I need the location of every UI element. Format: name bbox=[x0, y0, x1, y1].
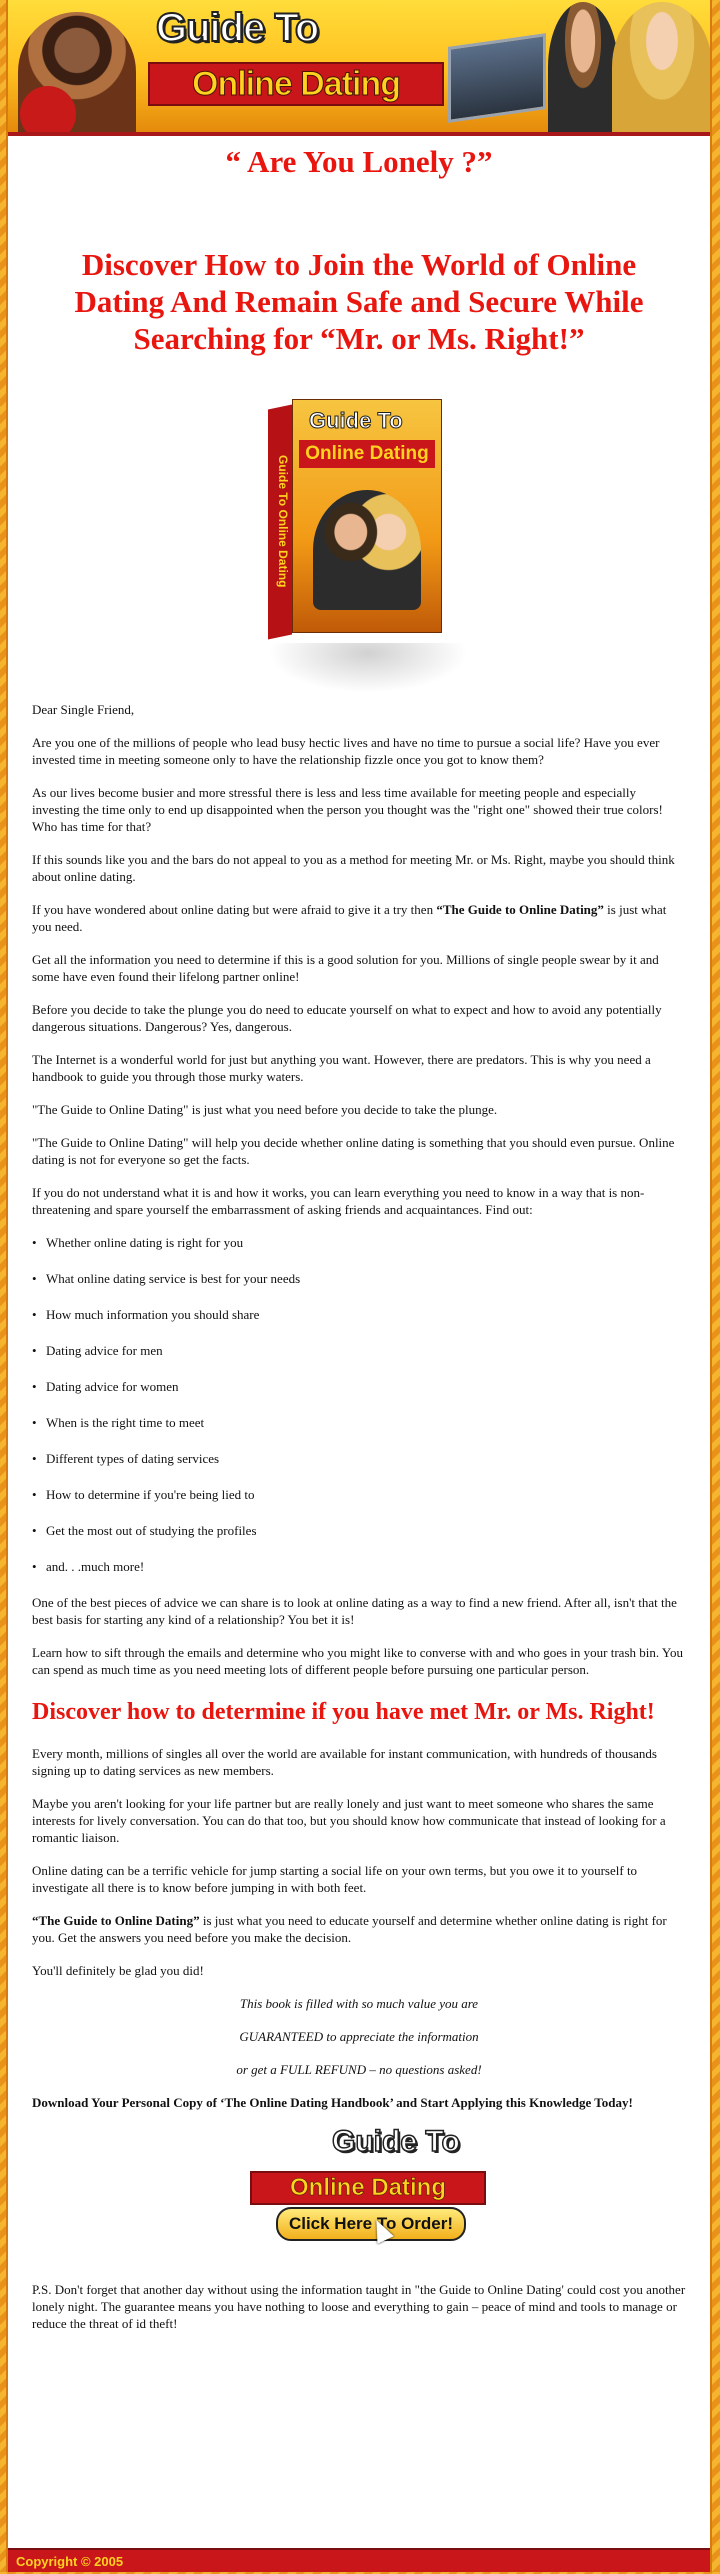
list-item: • How much information you should share bbox=[32, 1306, 686, 1323]
ebook-shadow bbox=[268, 643, 468, 693]
paragraph: Every month, millions of singles all over the world are available for instant communication, with hundreds of thousands signing up to dating services as new members. bbox=[32, 1746, 657, 1778]
guarantee-line: This book is filled with so much value you are bbox=[239, 1996, 479, 2011]
ebook-title-line2: Online Dating bbox=[299, 440, 435, 468]
subheading: Discover how to determine if you have met Mr. or Ms. Right! bbox=[32, 1699, 655, 1725]
paragraph: Maybe you aren't looking for your life partner but are really lonely and just want to meet someone who shares the same interests for lively conversation. You can do that too, but you should know how communicate that instead of looking for a romantic liaison. bbox=[32, 1796, 666, 1845]
list-item: • Dating advice for men bbox=[32, 1342, 686, 1359]
product-name: “The Guide to Online Dating” bbox=[436, 902, 604, 917]
laptop-icon bbox=[448, 33, 546, 123]
paragraph: The Internet is a wonderful world for just but anything you want. However, there are predators. This is why you need a handbook to guide you through those murky waters. bbox=[32, 1052, 651, 1084]
paragraph: If this sounds like you and the bars do not appeal to you as a method for meeting Mr. or Ms. Right, maybe you should think about online dating. bbox=[32, 852, 675, 884]
list-item: • Get the most out of studying the profiles bbox=[32, 1522, 686, 1539]
product-name: “The Guide to Online Dating” bbox=[32, 1913, 200, 1928]
list-item: • How to determine if you're being lied to bbox=[32, 1486, 686, 1503]
feature-list bbox=[32, 1234, 686, 1575]
headline-question: “ Are You Lonely ?” bbox=[225, 144, 493, 179]
paragraph: Online dating can be a terrific vehicle for jump starting a social life on your own terms, but you owe it to yourself to investigate all there is to know before jumping in with both feet. bbox=[32, 1863, 638, 1895]
list-item: • Different types of dating services bbox=[32, 1450, 686, 1467]
paragraph: Get all the information you need to determine if this is a good solution for you. Millions of single people swear by it and some have even found their lifelong partner online! bbox=[32, 952, 659, 984]
logo-title-line1: Guide To bbox=[156, 6, 319, 50]
list-item: • What online dating service is best for your needs bbox=[32, 1270, 686, 1287]
paragraph: If you do not understand what it is and how it works, you can learn everything you need to know in a way that is non-threatening and spare yourself the embarrassment of asking friends and acquaintances. Find out: bbox=[32, 1185, 645, 1217]
order-banner bbox=[32, 2127, 686, 2247]
list-item: • When is the right time to meet bbox=[32, 1414, 686, 1431]
paragraph: "The Guide to Online Dating" will help you decide whether online dating is something that you should even pursue. Online dating is not for everyone so get the facts. bbox=[32, 1135, 675, 1167]
paragraph: Learn how to sift through the emails and determine who you might like to converse with and who goes in your trash bin. You can spend as much time as you need meeting lots of different people before pursuing one particular person. bbox=[32, 1645, 683, 1677]
text: If you have wondered about online dating but were afraid to give it a try then bbox=[32, 902, 437, 917]
man-photo bbox=[548, 2, 618, 132]
blonde-woman-photo bbox=[612, 2, 710, 132]
order-button[interactable]: Click Here To Order! bbox=[276, 2207, 466, 2241]
ebook-title-line1: Guide To bbox=[309, 408, 403, 433]
paragraph: One of the best pieces of advice we can share is to look at online dating as a way to find a new friend. After all, isn't that the best basis for starting any kind of a relationship? You bet it is! bbox=[32, 1595, 677, 1627]
ebook-front bbox=[292, 399, 442, 633]
guarantee-line: GUARANTEED to appreciate the information bbox=[239, 2029, 479, 2044]
text: is just what you need. bbox=[32, 902, 667, 934]
paragraph: Are you one of the millions of people who lead busy hectic lives and have no time to pursue a social life? Have you ever invested time in meeting someone only to have the relationship fizzle once you got to know them? bbox=[32, 735, 660, 767]
paragraph: As our lives become busier and more stressful there is less and less time available for meeting people and especially investing the time only to end up disappointed when the person you thought was the "right one" showed their true colors! Who has time for that? bbox=[32, 785, 663, 834]
guarantee-line: or get a FULL REFUND – no questions asked! bbox=[236, 2062, 482, 2077]
logo-title-line2: Online Dating bbox=[148, 62, 444, 106]
ebook-cover bbox=[32, 399, 686, 699]
list-item: • Whether online dating is right for you bbox=[32, 1234, 686, 1251]
salutation: Dear Single Friend, bbox=[32, 702, 135, 717]
order-logo-line1: Guide To bbox=[332, 2125, 460, 2158]
paragraph bbox=[32, 1912, 686, 1946]
sales-letter bbox=[32, 701, 686, 2332]
paragraph bbox=[32, 901, 686, 935]
paragraph: You'll definitely be glad you did! bbox=[32, 1963, 204, 1978]
header-banner bbox=[8, 0, 710, 136]
postscript: P.S. Don't forget that another day without using the information taught in "the Guide to Online Dating' could cost you another lonely night. The guarantee means you have nothing to loose and everything to gain – peace of mind and tools to manage or reduce the threat of id theft! bbox=[32, 2282, 686, 2331]
paragraph: "The Guide to Online Dating" is just what you need before you decide to take the plunge. bbox=[32, 1102, 498, 1117]
download-callout: Download Your Personal Copy of ‘The Online Dating Handbook’ and Start Applying this Knowledge Today! bbox=[32, 2095, 633, 2110]
text: is just what you need to educate yourself and determine whether online dating is right for you. Get the answers you need before you make the decision. bbox=[32, 1913, 667, 1945]
list-item: • and. . .much more! bbox=[32, 1558, 686, 1575]
paragraph: Before you decide to take the plunge you do need to educate yourself on what to expect and how to avoid any potentially dangerous situations. Dangerous? Yes, dangerous. bbox=[32, 1002, 662, 1034]
ebook-couple-photo bbox=[313, 490, 421, 610]
ebook-spine-title: Guide To Online Dating bbox=[276, 455, 290, 588]
order-logo-line2: Online Dating bbox=[250, 2171, 486, 2205]
list-item: • Dating advice for women bbox=[32, 1378, 686, 1395]
footer-copyright: Copyright © 2005 bbox=[8, 2548, 710, 2572]
page-container bbox=[6, 0, 712, 2572]
headline-main: Discover How to Join the World of Online Dating And Remain Safe and Secure While Searching for “Mr. or Ms. Right!” bbox=[74, 247, 644, 356]
